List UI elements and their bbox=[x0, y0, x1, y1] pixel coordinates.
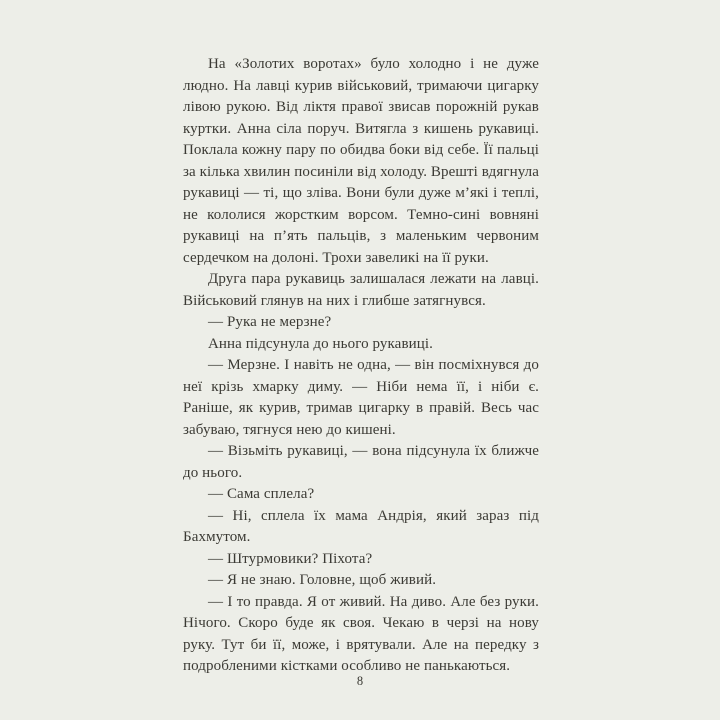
paragraph-dialogue: — Ні, сплела їх мама Андрія, який зараз під Бахмутом. bbox=[183, 507, 539, 545]
page-number: 8 bbox=[356, 674, 364, 688]
paragraph-dialogue: — Рука не мерзне? bbox=[208, 314, 332, 330]
paragraph-dialogue: — І то правда. Я от живий. На диво. Але без руки. Нічого. Скоро буде як своя. Чекаю в черзі на нову руку. Тут би її, може, і врятували. Але на передку з подробленими кістками особливо не панькаються. bbox=[183, 593, 539, 674]
paragraph-dialogue: — Сама сплела? bbox=[208, 486, 315, 502]
paragraph: Друга пара рукавиць залишалася лежати на лавці. Військовий глянув на них і глибше затягнувся. bbox=[183, 271, 539, 309]
paragraph-dialogue: — Мерзне. І навіть не одна, — він посміхнувся до неї крізь хмарку диму. — Ніби нема її, і ніби є. Раніше, як курив, тримав цигарку в правій. Весь час забуваю, тягнуся нею до кишені. bbox=[183, 357, 539, 438]
paragraph-dialogue: — Візьміть рукавиці, — вона підсунула їх ближче до нього. bbox=[183, 443, 539, 481]
paragraph: Анна підсунула до нього рукавиці. bbox=[208, 335, 433, 352]
paragraph-dialogue: — Я не знаю. Головне, щоб живий. bbox=[208, 572, 437, 588]
paragraph: На «Золотих воротах» було холодно і не дуже людно. На лавці курив військовий, тримаючи цигарку лівою рукою. Від ліктя правої звисав порожній рукав куртки. Анна сіла поруч. Витягла з кишень рукавиці. Поклала кожну пару по обидва боки від себе. Її пальці за кілька хвилин посиніли від холоду. Врешті вдягнула рукавиці — ті, що зліва. Вони були дуже м’які і теплі, не кололися жорстким ворсом. Темно-сині вовняні рукавиці на п’ять пальців, з маленьким червоним сердечком на долоні. Трохи завеликі на її руки. bbox=[183, 56, 539, 266]
paragraph-dialogue: — Штурмовики? Піхота? bbox=[208, 550, 373, 567]
page-text bbox=[183, 54, 539, 678]
